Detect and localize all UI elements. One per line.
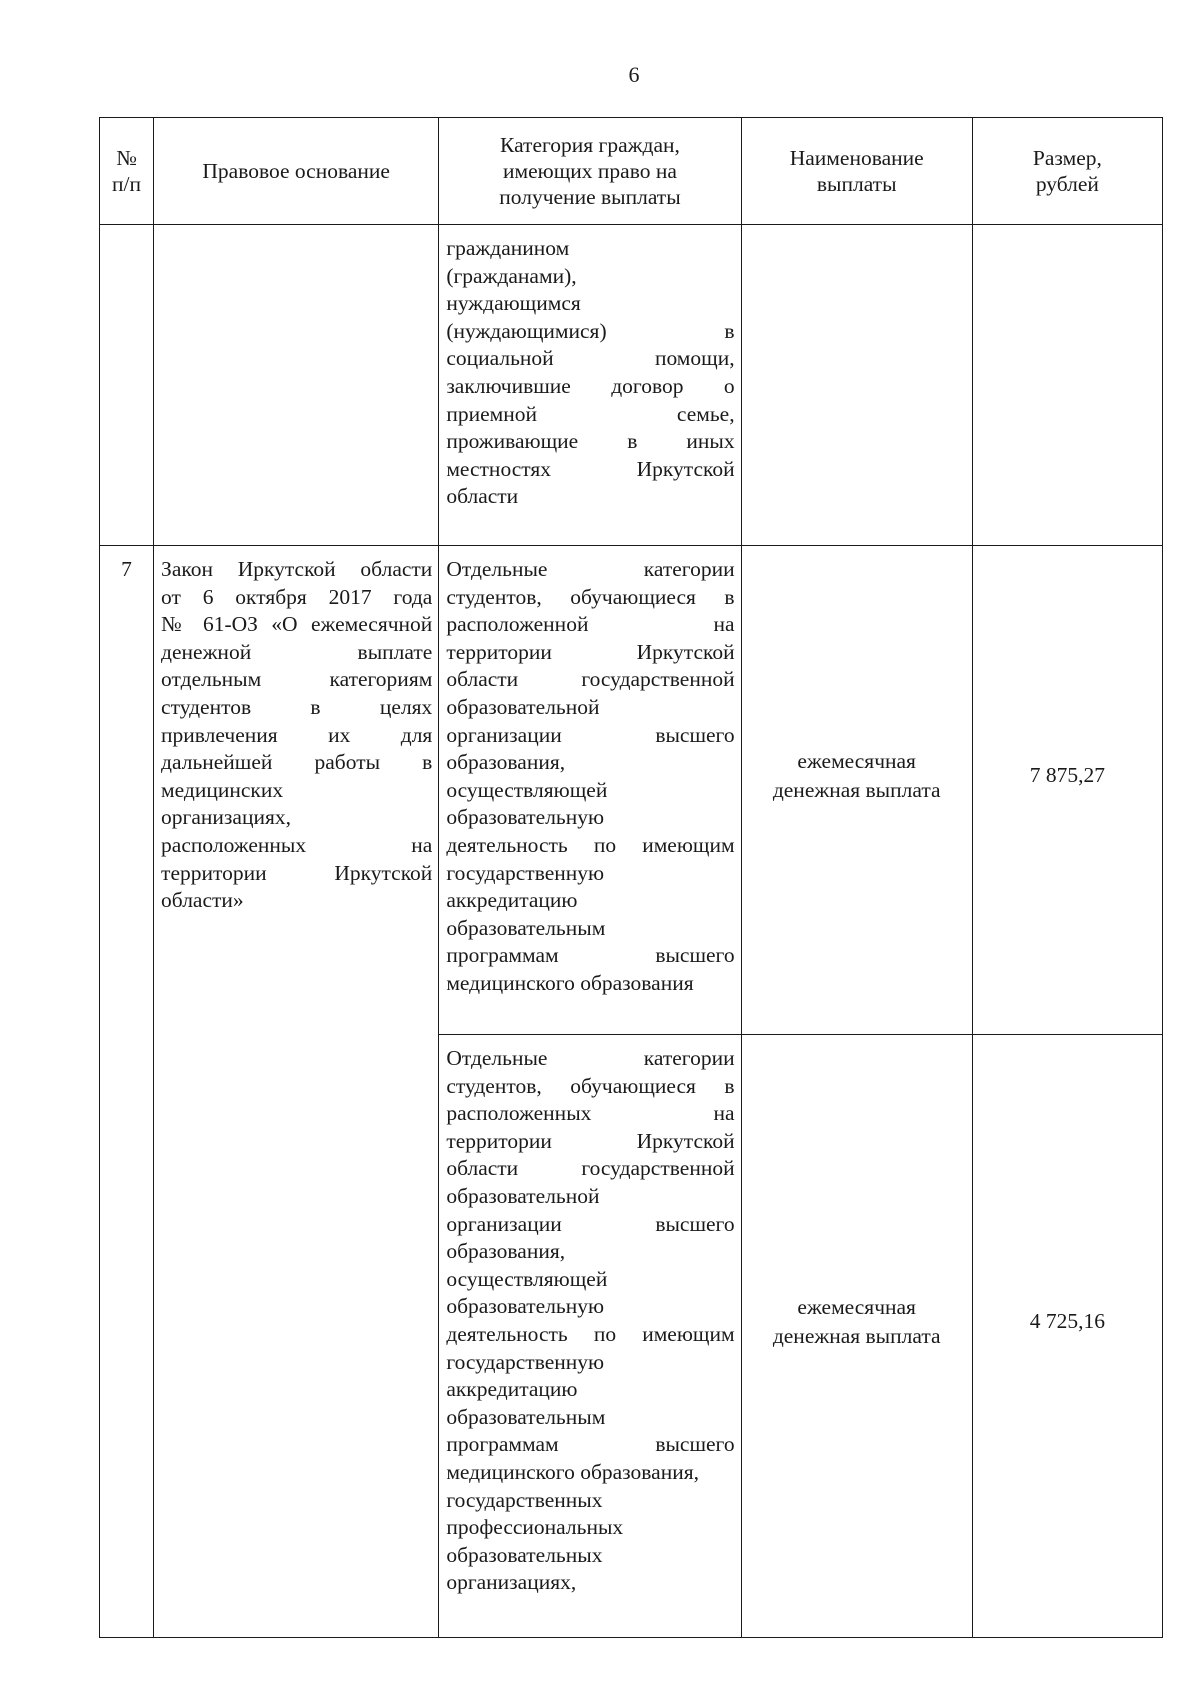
header-amount: Размер, рублей — [972, 118, 1162, 225]
row-category: Отдельные категории студентов, обучающиеся в расположенной на территории Иркутской области государственной образовательной организации высшего образования, осуществляющей образовательную деятельность по имеющим государственную аккредитацию образовательным программам высшего медицинского образования — [439, 546, 741, 1035]
header-payment-name: Наименование выплаты — [741, 118, 972, 225]
header-citizen-category: Категория граждан, имеющих право на получение выплаты — [439, 118, 741, 225]
row-amount: 4 725,16 — [972, 1035, 1162, 1638]
row-payment-name — [741, 225, 972, 546]
row-amount: 7 875,27 — [972, 546, 1162, 1035]
page-number: 6 — [628, 62, 640, 87]
row-amount — [972, 225, 1162, 546]
row-payment-name: ежемесячная денежная выплата — [741, 1035, 972, 1638]
table-row — [100, 225, 1163, 546]
table-row — [100, 546, 1163, 1035]
row-category: Отдельные категории студентов, обучающиеся в расположенных на территории Иркутской области государственной образовательной организации высшего образования, осуществляющей образовательную деятельность по имеющим государственную аккредитацию образовательным программам высшего медицинского образования, государственных профессиональных образовательных организациях, — [439, 1035, 741, 1638]
header-num: № п/п — [100, 118, 154, 225]
row-category: гражданином (гражданами), нуждающимся (нуждающимися) в социальной помощи, заключившие договор о приемной семье, проживающие в иных местностях Иркутской области — [439, 225, 741, 546]
row-legal-basis — [154, 225, 439, 546]
row-payment-name: ежемесячная денежная выплата — [741, 546, 972, 1035]
header-legal-basis: Правовое основание — [154, 118, 439, 225]
row-num: 7 — [100, 546, 154, 1638]
row-num — [100, 225, 154, 546]
benefits-table — [99, 117, 1163, 1638]
row-legal-basis: Закон Иркутской области от 6 октября 2017 года № 61-ОЗ «О ежемесячной денежной выплате отдельным категориям студентов в целях привлечения их для дальнейшей работы в медицинских организациях, расположенных на территории Иркутской области» — [154, 546, 439, 1638]
table-header-row — [100, 118, 1163, 225]
